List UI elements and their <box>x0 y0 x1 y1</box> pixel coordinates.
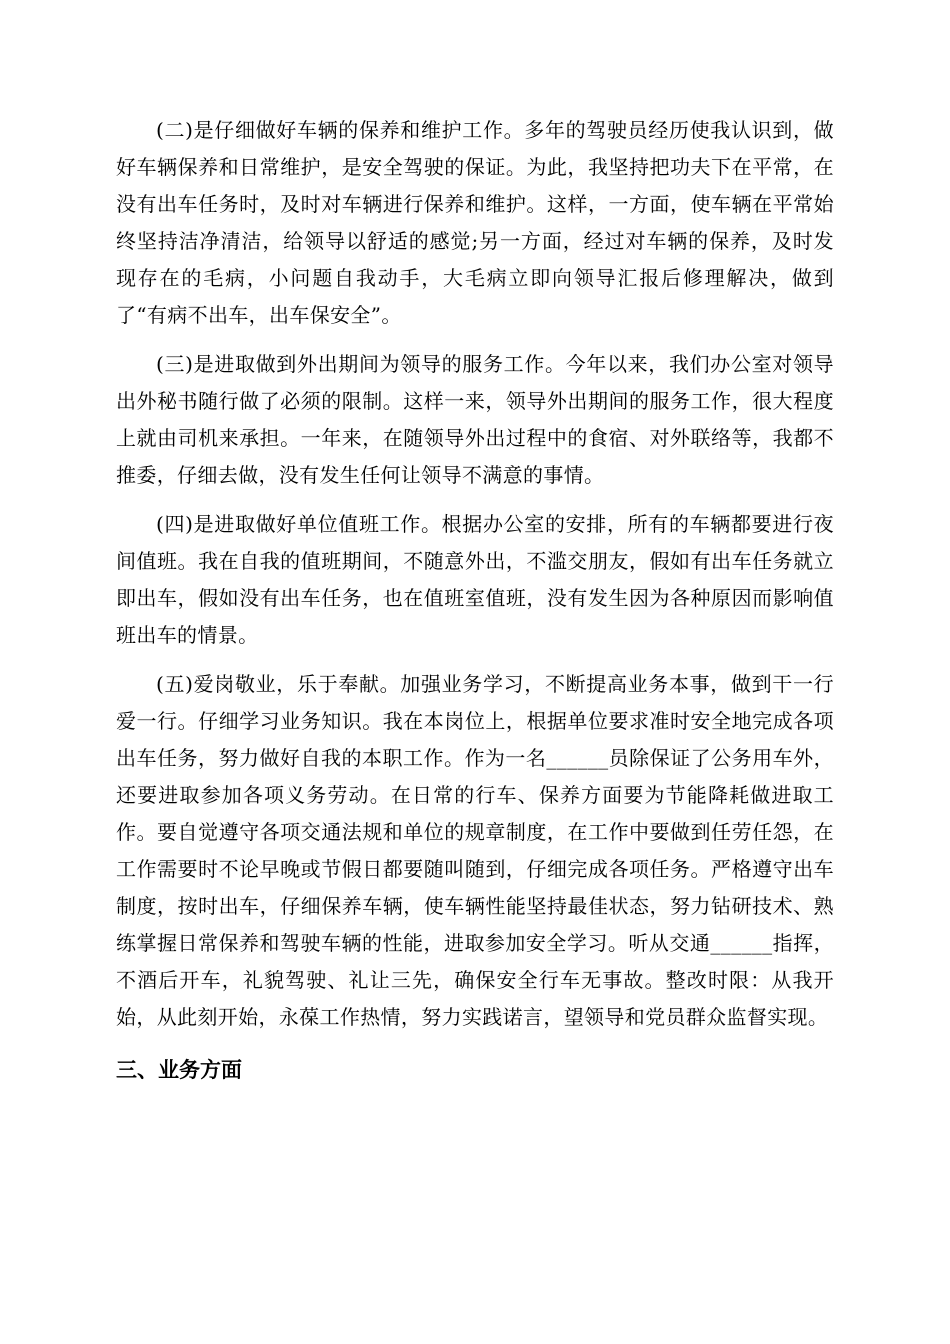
paragraph-spacer <box>116 654 834 666</box>
paragraph-spacer <box>116 494 834 506</box>
section-heading: 三、业务方面 <box>116 1058 242 1082</box>
paragraph-spacer <box>116 334 834 346</box>
document-page <box>116 112 834 1089</box>
paragraph-travel-service: (三)是进取做到外出期间为领导的服务工作。今年以来，我们办公室对领导出外秘书随行做了必须的限制。这样一来，领导外出期间的服务工作，很大程度上就由司机来承担。一年来，在随领导外出过程中的食宿、对外联络等，我都不推委，仔细去做，没有发生任何让领导不满意的事情。 <box>116 352 834 487</box>
paragraph-dedication: (五)爱岗敬业，乐于奉献。加强业务学习，不断提高业务本事，做到干一行爱一行。仔细学习业务知识。我在本岗位上，根据单位要求准时安全地完成各项出车任务，努力做好自我的本职工作。作为一名______员除保证了公务用车外，还要进取参加各项义务劳动。在日常的行车、保养方面要为节能降耗做进取工作。要自觉遵守各项交通法规和单位的规章制度，在工作中要做到任劳任怨，在工作需要时不论早晚或节假日都要随叫随到，仔细完成各项任务。严格遵守出车制度，按时出车，仔细保养车辆，使车辆性能坚持最佳状态，努力钻研技术、熟练掌握日常保养和驾驶车辆的性能，进取参加安全学习。听从交通______指挥，不酒后开车，礼貌驾驶、礼让三先，确保安全行车无事故。整改时限：从我开始，从此刻开始，永葆工作热情，努力实践诺言，望领导和党员群众监督实现。 <box>116 672 834 1029</box>
paragraph-vehicle-maintenance: (二)是仔细做好车辆的保养和维护工作。多年的驾驶员经历使我认识到，做好车辆保养和日常维护，是安全驾驶的保证。为此，我坚持把功夫下在平常，在没有出车任务时，及时对车辆进行保养和维护。这样，一方面，使车辆在平常始终坚持洁净清洁，给领导以舒适的感觉;另一方面，经过对车辆的保养，及时发现存在的毛病，小问题自我动手，大毛病立即向领导汇报后修理解决，做到了“有病不出车，出车保安全”。 <box>116 118 834 327</box>
paragraph-duty-shift: (四)是进取做好单位值班工作。根据办公室的安排，所有的车辆都要进行夜间值班。我在自我的值班期间，不随意外出，不滥交朋友，假如有出车任务就立即出车，假如没有出车任务，也在值班室值班，没有发生因为各种原因而影响值班出车的情景。 <box>116 512 834 647</box>
